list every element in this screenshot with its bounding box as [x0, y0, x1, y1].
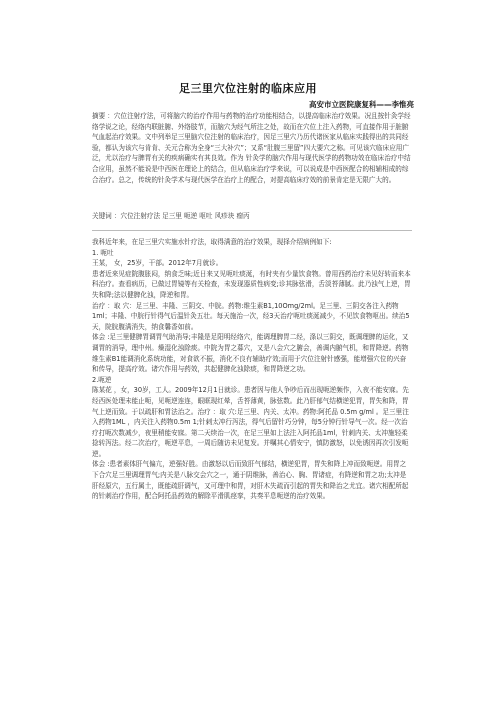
keywords-text: 关键词 ：穴位注射疗法 足三里 呃逆 呕吐 风疹块 瘤丙 [92, 212, 250, 220]
section-divider [92, 230, 412, 231]
main-content [92, 237, 412, 502]
abstract-block [92, 111, 412, 185]
document-title: 足三里穴位注射的临床应用 [179, 82, 317, 95]
keywords-block [92, 211, 412, 222]
author-line: 高安市立医院康复科——李惟亮 [309, 100, 414, 109]
abstract-text: 摘要 ：穴位注射疗法，可将脑穴的治疗作用与药物的治疗功能相结合，以提高临床治疗效果。况且按针灸学经络学说之论，经络内联脏腑、外络肢节，而脑穴为经气所注之处，故而在穴位上注入药物，可直接作用于脏腑气血起治疗效果。文中列举足三里脑穴位注射的临床治疗，因足三里穴乃历代诸医家从临床实践得出的共同经验，都认为该穴与肯肯、关元合称为全身“三大补穴”；又系“肚腹三里留”四大要穴之称。可见该穴临床应用广泛，尤以治疗与脾胃有关的疾病确实有其良效。作为 针灸学的脑穴作用与现代医学的药物功效在临床治疗中结合应用，虽然不能说是中西医在理论上的结合，但从临床治疗学来说，可以说成是中西医配合的相辅相成的综合治疗。总之，传统的针灸学术与现代医学在治疗上的配合，对提高临床疗效的前景肯定是无限广大的。 [92, 112, 411, 184]
body-text: 我科近年来，在足三里穴实施水针疗法，取得满意的治疗效果，现择介绍病例如下: 1. 呃吐 王某， 女，25岁，干部。2012年7月就诊。 患者近来见症院腹胀闷，纳食乏味;近日来又见呃吐痰涎，有时夹有少量饮食物。曾用西药治疗未见好转而来本科治疗。查看病历，已做过胃镜等有关检查，未发现器质性病变;诊其脉弦滑，舌淡苔薄腻。此乃浊气上逆，胃失和降;法以健脾化浊，降逆和胃。 治疗 ：取 穴：足三里、丰隆、三阴交、中脘。药物:维生素B1,10Omg/2ml。足三里、三阴交各注入药物1ml；丰隆、中脘行针得气后温针灸五壮。每天施治一次，经3天治疗呃吐痰涎减少，不见饮食物呕出。续治5天，院脘腹满消失，纳食馨香如前。 体会 :足三里健脾胃调胃气助消导;丰隆是足阳明经络穴，能调理脾胃二经，涤以三阴交，既调理脾的运化，又调胃的消导，理中州。燥湿化浊除痰。中院为胃之募穴，又是八会穴之腑会，善调内腑气机，和胃降逆。药物维生素B1能调消化系统功能，对食欲不振，消化不良有辅助疗效;而用于穴位注射针感强，能增强穴位的兴奋和传导，提高疗效。诸穴作用与药效，共起健脾化浊除痰，和胃降逆之功。 2.呃逆 陈某花 ，女，30岁，工人。2009年12月1日就诊。患者因与他人争吵后而出现呃逆频作，入夜不能安寐。先经西医处理未能止呃，见呃逆连连，眼眶现红晕，舌苔薄黄，脉弦数。此乃肝郁气结横逆犯胃，胃失和降，胃气上逆而致。于以疏肝和胃法治之。治疗 ：取 穴:足三里、内关、太冲。药物:阿托品 0.5m g/ml 。足三里注入药物1ML ，内关注入药物0.5m 1;针刺太冲行泻法，得气后留针巧分钟，每5分钟行针导气一次。经一次治疗打呃次数减少，夜里稍能安寐。第二天续治一次，在足三里如上法注入阿托品1ml，针刺内关、太冲施轻柔捻转泻法。经二次治疗，呃逆平息，一周后随访未见复发。并嘱其心情安宁，慎防激怒，以免诱因再次引发呃逆。 体会 :患者素体肝气偏亢，逆强好胜。由激怒以后而致肝气郁结，横逆犯胃，胃失和降上冲而致呃逆。用胃之下合穴足三里调理胃气;内关是八脉交会穴之一，通于阴维脉，善治心、胸、胃诸症，有降逆和胃之功;太冲是肝经原穴，五行属土，既能疏肝调气，又可理中和胃，对肝木失疏而引起的胃失和降治之尤宜。诸穴相配所起的针刺治疗作用，配合阿托品药效的解除平滑肌痉挛，共奏平息呃逆的治疗效果。 [92, 238, 411, 501]
